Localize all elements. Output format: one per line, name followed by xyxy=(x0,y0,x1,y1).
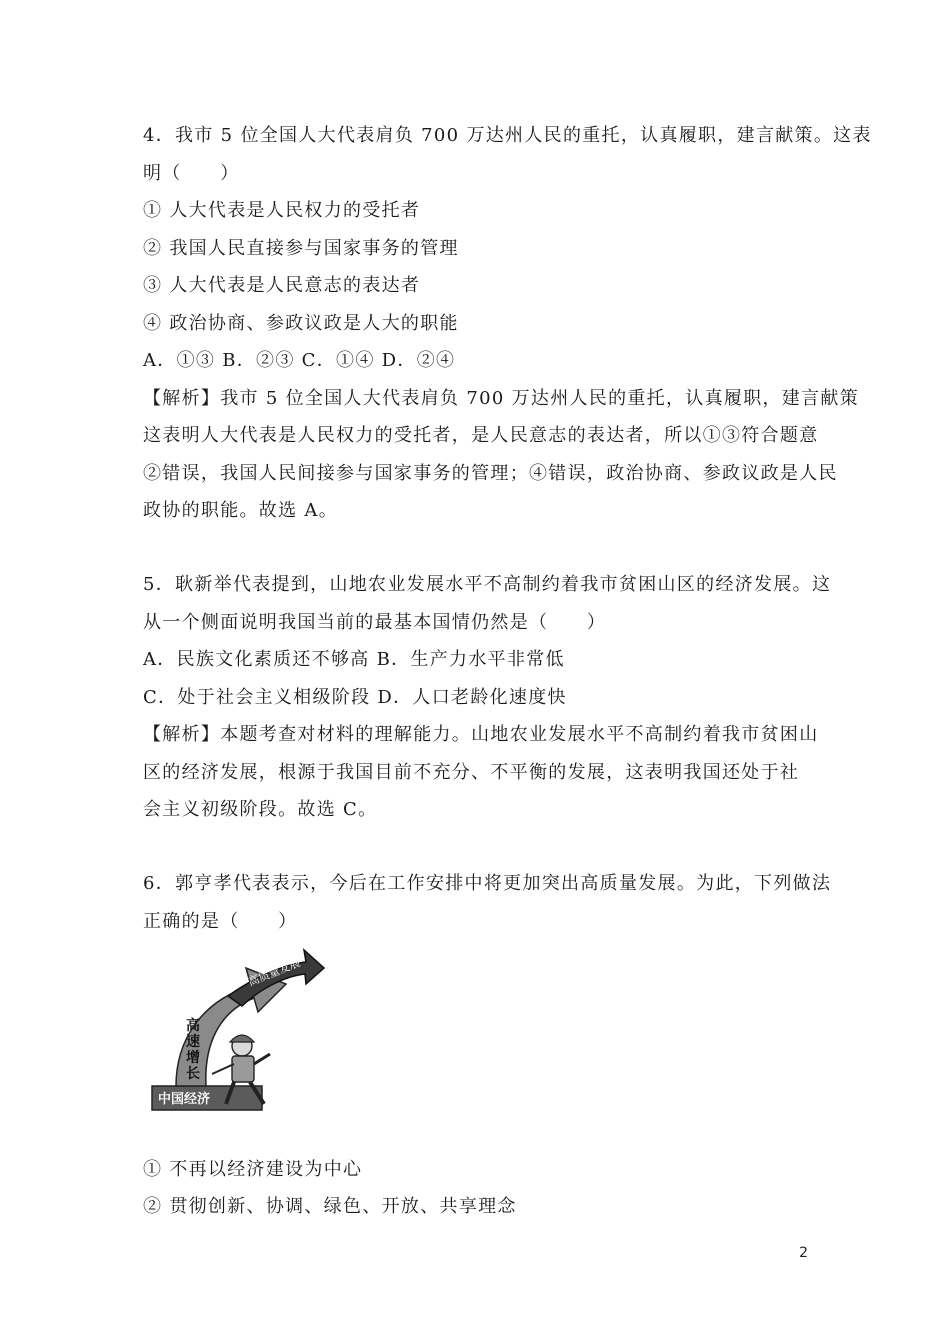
q5-analysis-line3: 会主义初级阶段。故选 C。 xyxy=(143,799,378,820)
q5-stem-line2: 从一个侧面说明我国当前的最基本国情仍然是（ ） xyxy=(143,612,607,633)
q4-choices: A．①③ B．②③ C．①④ D．②④ xyxy=(143,350,456,371)
q5-stem-line1: 5．耿新举代表提到，山地农业发展水平不高制约着我市贫困山区的经济发展。这 xyxy=(143,574,832,595)
q5-analysis-line1: 【解析】本题考查对材料的理解能力。山地农业发展水平不高制约着我市贫困山 xyxy=(143,724,819,745)
q5-analysis-line2: 区的经济发展，根源于我国目前不充分、不平衡的发展，这表明我国还处于社 xyxy=(143,762,800,783)
q5-choices-line2: C．处于社会主义相级阶段 D．人口老龄化速度快 xyxy=(143,687,567,708)
q4-option-3: ③ 人大代表是人民意志的表达者 xyxy=(143,275,421,296)
q6-stem-line1: 6．郭亨孝代表表示，今后在工作安排中将更加突出高质量发展。为此，下列做法 xyxy=(143,873,832,894)
q6-option-1: ① 不再以经济建设为中心 xyxy=(143,1159,363,1180)
page-number: 2 xyxy=(799,1245,808,1261)
q4-option-2: ② 我国人民直接参与国家事务的管理 xyxy=(143,238,459,259)
q4-stem-line1: 4．我市 5 位全国人大代表肩负 700 万达州人民的重托，认真履职，建言献策。这表 xyxy=(143,125,872,146)
q6-stem-line2: 正确的是（ ） xyxy=(143,911,298,932)
quality-arrow-label: 高质量发展 xyxy=(246,956,303,989)
q5-choices-line1: A．民族文化素质还不够高 B．生产力水平非常低 xyxy=(143,649,565,670)
q4-analysis-line1: 【解析】我市 5 位全国人大代表肩负 700 万达州人民的重托，认真履职，建言献策 xyxy=(143,388,859,409)
q4-option-1: ① 人大代表是人民权力的受托者 xyxy=(143,200,421,221)
q4-option-4: ④ 政治协商、参政议政是人大的职能 xyxy=(143,313,459,334)
base-label: 中国经济 xyxy=(158,1092,211,1107)
q4-analysis-line2: 这表明人大代表是人民权力的受托者，是人民意志的表达者，所以①③符合题意 xyxy=(143,425,819,446)
q6-option-2: ② 贯彻创新、协调、绿色、开放、共享理念 xyxy=(143,1196,517,1217)
speed-arrow-label: 高 速 增 长 xyxy=(186,1018,200,1082)
cartoon-illustration xyxy=(146,946,326,1116)
q4-analysis-line3: ②错误，我国人民间接参与国家事务的管理；④错误，政治协商、参政议政是人民 xyxy=(143,463,838,484)
q4-analysis-line4: 政协的职能。故选 A。 xyxy=(143,500,339,521)
q4-stem-line2: 明（ ） xyxy=(143,163,240,184)
